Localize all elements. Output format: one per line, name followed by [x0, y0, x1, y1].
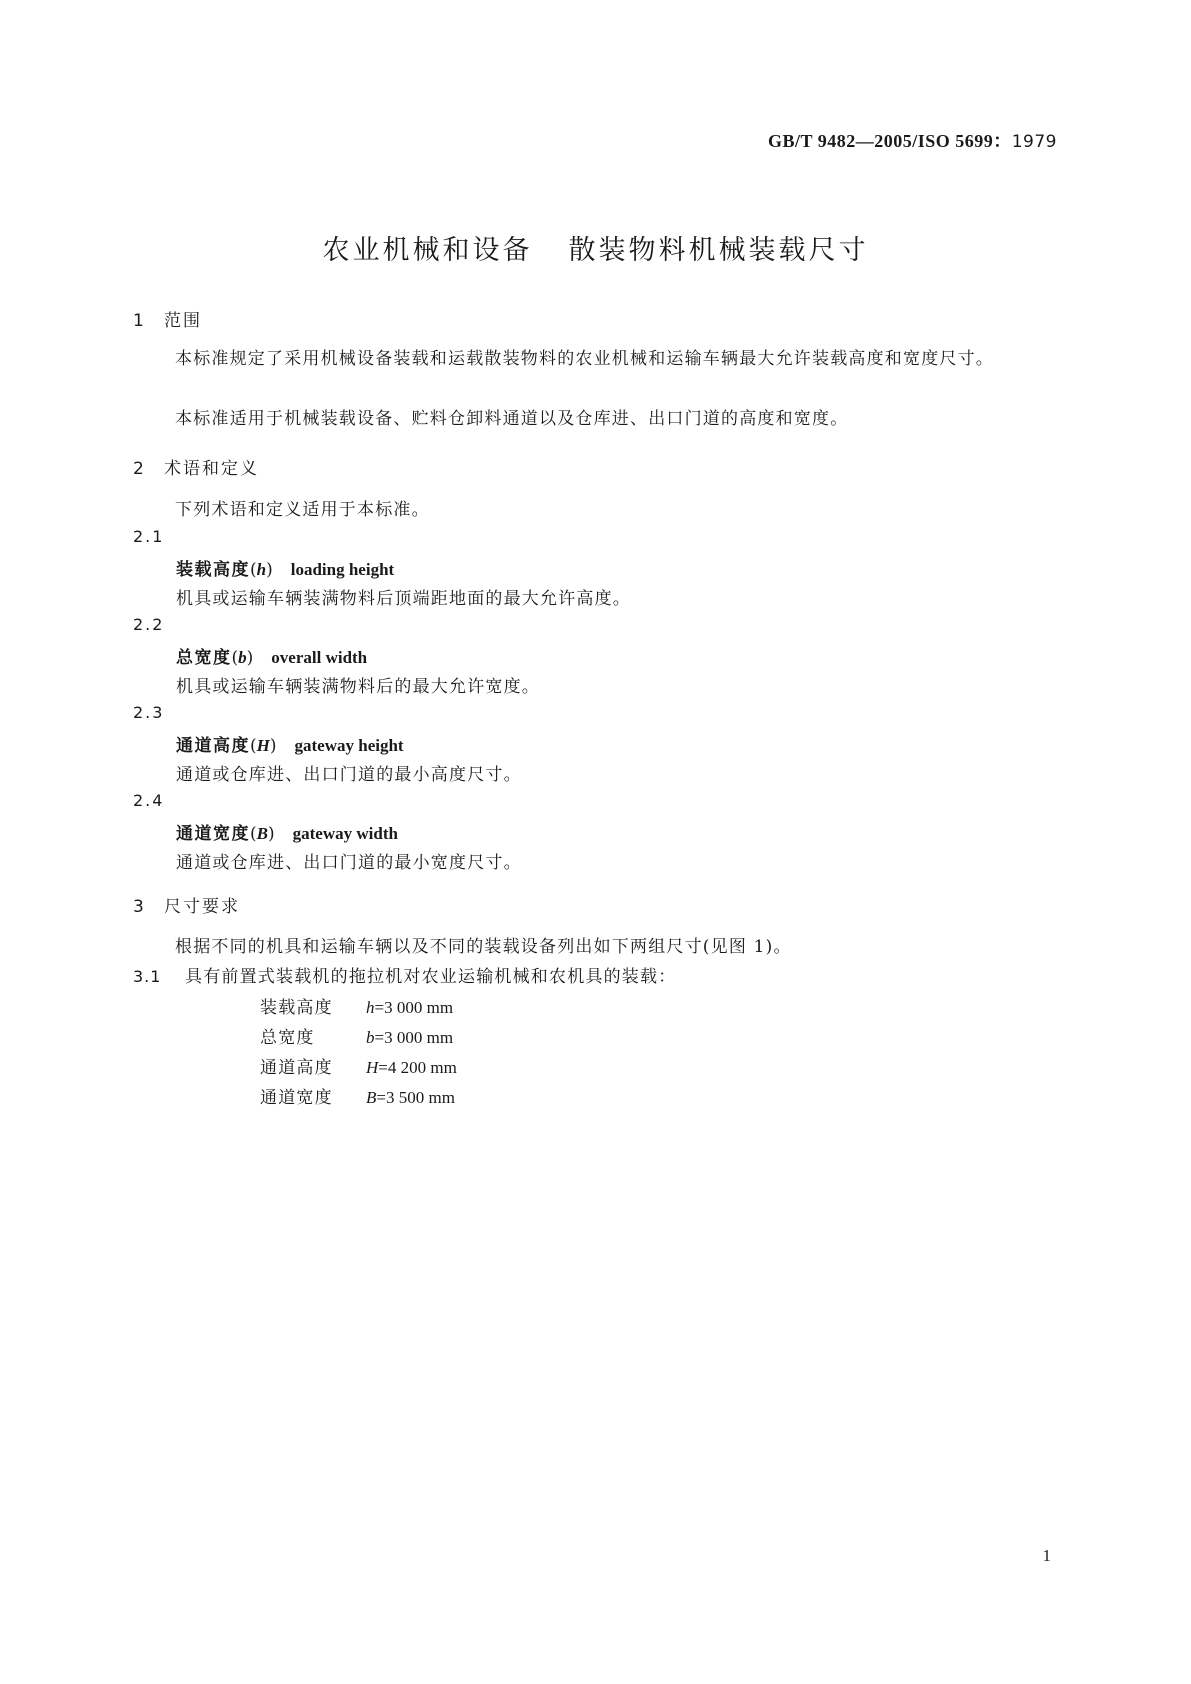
- term-loading-height: 装载高度(h) loading height: [176, 560, 395, 580]
- standard-code-year: 1979: [1011, 132, 1057, 152]
- title-part-1: 农业机械和设备: [322, 235, 533, 266]
- dimension-value: 3 000 mm: [384, 998, 454, 1017]
- section-2-heading: [133, 454, 259, 479]
- term-en: gateway height: [294, 736, 404, 755]
- clause-3-1: [133, 962, 676, 987]
- title-part-2: 散装物料机械装载尺寸: [568, 235, 869, 266]
- section-3-number: 3: [133, 897, 144, 917]
- clause-2-4-number: 2.4: [133, 791, 165, 810]
- standard-code-main: GB/T 9482—2005/ISO 5699: [768, 131, 994, 151]
- term-symbol: B: [256, 824, 268, 843]
- page-number: 1: [1042, 1546, 1051, 1565]
- dimension-symbol: H: [366, 1058, 379, 1077]
- section-2-intro: 下列术语和定义适用于本标准。: [175, 500, 430, 520]
- term-en: overall width: [271, 648, 368, 667]
- dimension-label: 装载高度: [260, 998, 333, 1018]
- dimension-value: 3 500 mm: [385, 1088, 455, 1107]
- dimension-equals: =: [378, 1058, 388, 1077]
- clause-2-3-number: 2.3: [133, 703, 165, 722]
- clause-2-1-number: 2.1: [133, 527, 165, 546]
- section-1-title: 范围: [164, 311, 202, 331]
- dimension-value: 3 000 mm: [384, 1028, 454, 1047]
- term-zh: 总宽度: [176, 648, 232, 668]
- term-symbol: H: [256, 736, 270, 755]
- section-2-number: 2: [133, 459, 144, 479]
- term-zh: 装载高度: [176, 560, 250, 580]
- term-symbol: h: [256, 560, 267, 579]
- section-1-number: 1: [133, 311, 144, 331]
- term-zh: 通道高度: [176, 736, 250, 756]
- term-gateway-height: 通道高度(H) gateway height: [176, 736, 404, 756]
- clause-3-1-text: 具有前置式装载机的拖拉机对农业运输机械和农机具的装载：: [185, 967, 677, 987]
- standard-code: [768, 127, 1057, 153]
- section-2-title: 术语和定义: [164, 459, 259, 479]
- term-definition: 通道或仓库进、出口门道的最小宽度尺寸。: [176, 853, 522, 873]
- term-definition: 机具或运输车辆装满物料后的最大允许宽度。: [176, 677, 540, 697]
- section-3-heading: [133, 892, 240, 917]
- term-overall-width: 总宽度(b) overall width: [176, 648, 368, 668]
- clause-3-1-number: 3.1: [133, 967, 162, 986]
- term-gateway-width: 通道宽度(B) gateway width: [176, 824, 398, 844]
- section-1-heading: [133, 306, 202, 331]
- dimension-label: 总宽度: [260, 1028, 315, 1048]
- section-3-intro: 根据不同的机具和运输车辆以及不同的装载设备列出如下两组尺寸(见图 1)。: [175, 937, 792, 957]
- dimension-equals: =: [376, 1088, 386, 1107]
- dimension-overall-width: [260, 1023, 453, 1048]
- dimension-gateway-height: [260, 1053, 457, 1078]
- dimension-equals: =: [374, 1028, 385, 1047]
- dimension-gateway-width: [260, 1083, 455, 1108]
- section-1-paragraph-1: 本标准规定了采用机械设备装载和运载散装物料的农业机械和运输车辆最大允许装载高度和宽度尺寸。: [175, 349, 994, 369]
- dimension-label: 通道宽度: [260, 1088, 333, 1108]
- dimension-equals: =: [374, 998, 385, 1017]
- standard-code-separator: ：: [993, 131, 1012, 151]
- section-1-paragraph-2: 本标准适用于机械装载设备、贮料仓卸料通道以及仓库进、出口门道的高度和宽度。: [175, 409, 849, 429]
- term-definition: 机具或运输车辆装满物料后顶端距地面的最大允许高度。: [176, 589, 631, 609]
- section-3-title: 尺寸要求: [164, 897, 240, 917]
- dimension-value: 4 200 mm: [387, 1058, 457, 1077]
- term-zh: 通道宽度: [176, 824, 250, 844]
- dimension-symbol: h: [366, 998, 375, 1017]
- dimension-label: 通道高度: [260, 1058, 333, 1078]
- dimension-symbol: B: [366, 1088, 377, 1107]
- term-en: loading height: [290, 560, 395, 579]
- term-symbol: b: [238, 648, 247, 667]
- term-definition: 通道或仓库进、出口门道的最小高度尺寸。: [176, 765, 522, 785]
- clause-2-2-number: 2.2: [133, 615, 165, 634]
- term-en: gateway width: [292, 824, 398, 843]
- document-title: [0, 228, 1191, 267]
- dimension-symbol: b: [366, 1028, 375, 1047]
- dimension-loading-height: [260, 993, 453, 1018]
